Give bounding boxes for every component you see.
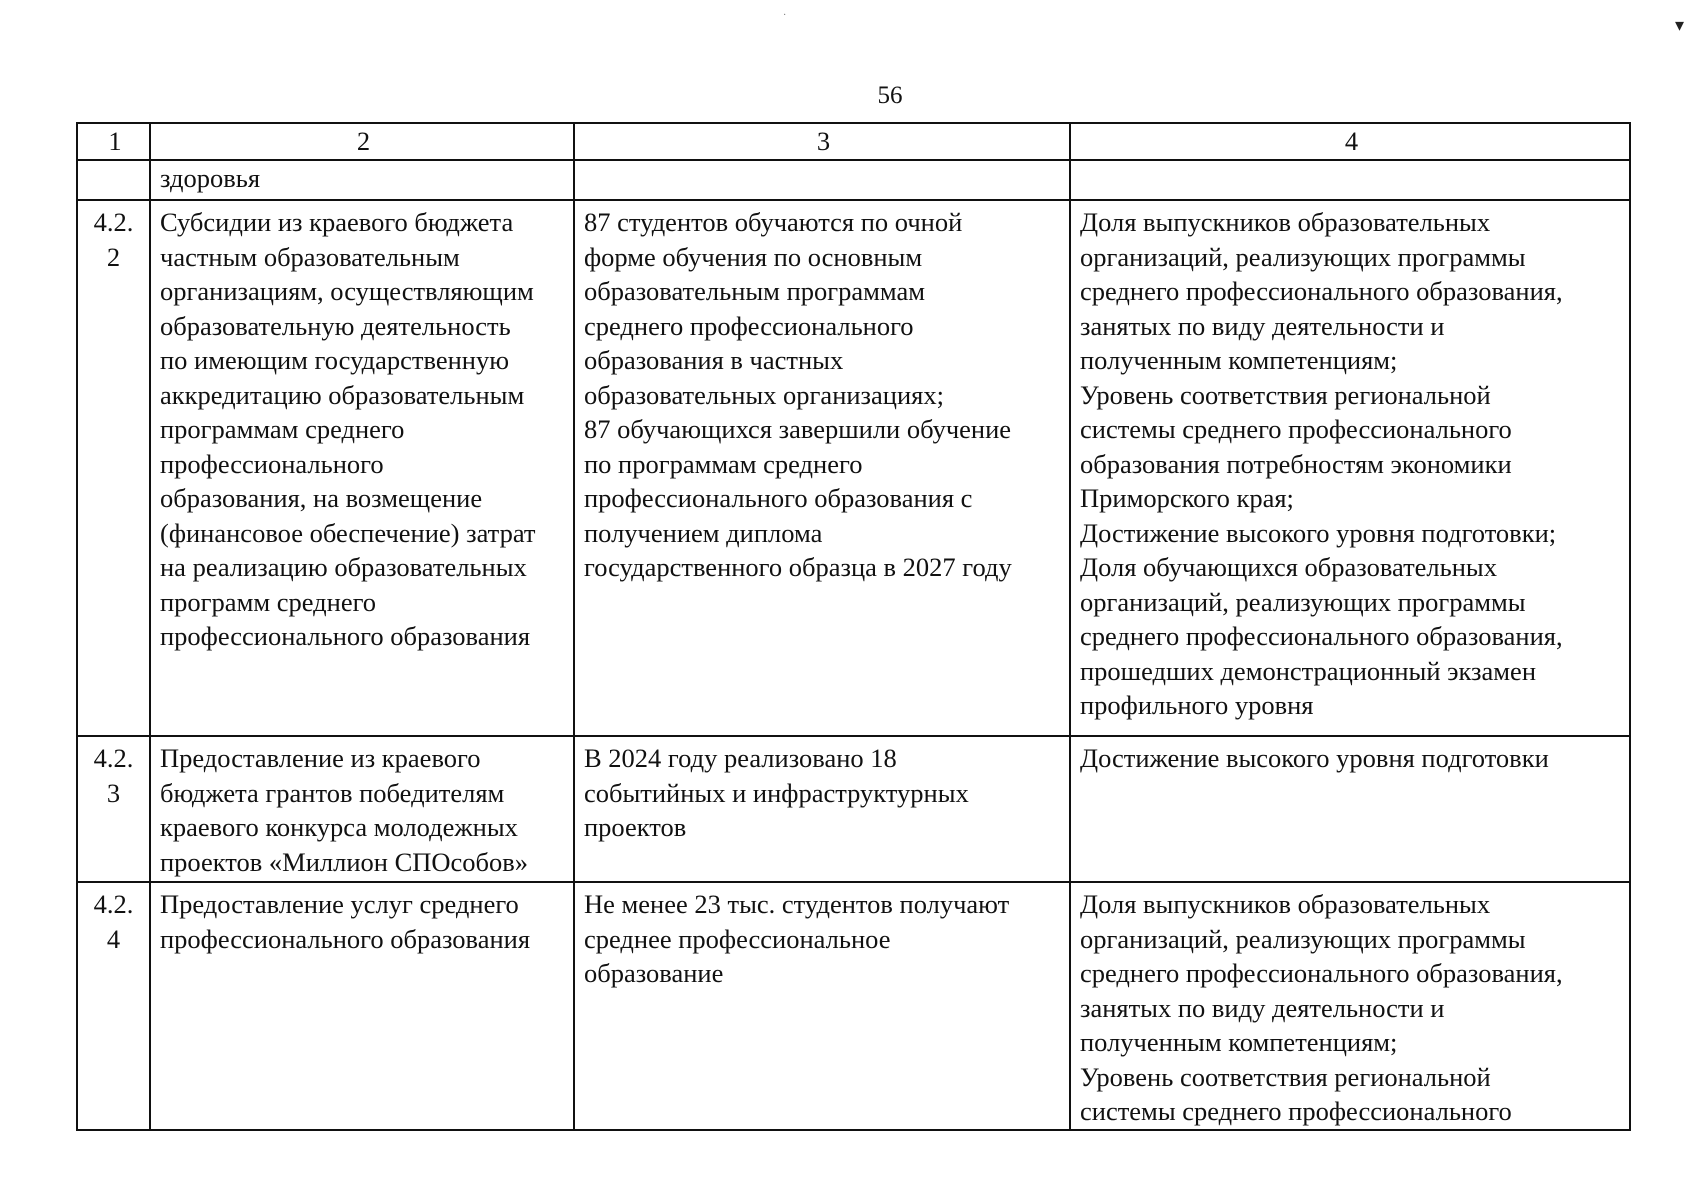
cell-text-line: 4 bbox=[106, 923, 121, 954]
cell-text-line: профессионального bbox=[160, 448, 384, 479]
continuation-col4-cell bbox=[1070, 160, 1630, 200]
row-number-cell bbox=[77, 200, 150, 736]
column-number-row bbox=[77, 123, 1630, 160]
cell-text-line: 87 студентов обучаются по очной bbox=[584, 207, 963, 237]
cell-text-line: государственного образца в 2027 году bbox=[584, 552, 1012, 582]
cell-text-line: образования, на возмещение bbox=[160, 483, 483, 513]
cell-text-line: образовательным программам bbox=[584, 276, 926, 306]
cell-text-line: 2 bbox=[106, 241, 121, 272]
activity-cell bbox=[150, 736, 574, 882]
continuation-col3-cell bbox=[574, 160, 1070, 200]
cell-text-line: организаций, реализующих программы bbox=[1080, 241, 1526, 272]
cell-text-line: 4.2. bbox=[93, 207, 134, 237]
cell-text-line: Доля выпускников образовательных bbox=[1080, 207, 1491, 237]
column-number-4: 4 bbox=[1070, 123, 1630, 160]
cell-text-line: форме обучения по основным bbox=[584, 241, 923, 272]
cell-text-line: программ среднего bbox=[160, 586, 377, 617]
table-row bbox=[77, 736, 1630, 882]
cell-text-line: (финансовое обеспечение) затрат bbox=[160, 517, 536, 548]
cell-text-line: В 2024 году реализовано 18 bbox=[584, 743, 897, 773]
row-number-cell bbox=[77, 882, 150, 1130]
cell-text-line: получением диплома bbox=[584, 517, 823, 548]
cell-text-line: среднего профессионального bbox=[584, 310, 914, 341]
cell-text-line: частным образовательным bbox=[160, 241, 460, 272]
document-table bbox=[76, 122, 1631, 1131]
scan-speck: · bbox=[783, 10, 787, 21]
indicator-cell bbox=[1070, 882, 1630, 1130]
cell-text-line: образования в частных bbox=[584, 345, 844, 375]
cell-text-line: Доля выпускников образовательных bbox=[1080, 889, 1491, 919]
cell-text-line: Не менее 23 тыс. студентов получают bbox=[584, 889, 1010, 919]
table-row bbox=[77, 882, 1630, 1130]
cell-text-line: среднего профессионального образования, bbox=[1080, 958, 1563, 988]
result-cell bbox=[574, 882, 1070, 1130]
table-row bbox=[77, 200, 1630, 736]
indicator-cell bbox=[1070, 200, 1630, 736]
cell-text-line: организациям, осуществляющим bbox=[160, 276, 534, 306]
cell-text-line: Достижение высокого уровня подготовки; bbox=[1080, 517, 1557, 548]
cell-text-line: занятых по виду деятельности и bbox=[1080, 310, 1445, 341]
cell-text-line: Уровень соответствия региональной bbox=[1080, 379, 1491, 410]
continuation-num-cell bbox=[77, 160, 150, 200]
result-cell bbox=[574, 736, 1070, 882]
cell-text-line: бюджета грантов победителям bbox=[160, 777, 505, 808]
cell-text-line: образовательную деятельность bbox=[160, 310, 511, 341]
column-number-2: 2 bbox=[150, 123, 574, 160]
cell-text-line: по программам среднего bbox=[584, 448, 863, 479]
row-number-cell bbox=[77, 736, 150, 882]
page-number: 56 bbox=[877, 82, 903, 109]
cell-text-line: Приморского края; bbox=[1080, 483, 1294, 513]
cell-text-line: аккредитацию образовательным bbox=[160, 379, 525, 410]
scan-corner-mark: ▾ bbox=[1674, 15, 1684, 35]
cell-text-line: среднее профессиональное bbox=[584, 923, 891, 954]
cell-text-line: Предоставление из краевого bbox=[160, 743, 481, 773]
cell-text-line: образования потребностям экономики bbox=[1080, 448, 1512, 479]
cell-text-line: Уровень соответствия региональной bbox=[1080, 1061, 1491, 1092]
cell-text-line: занятых по виду деятельности и bbox=[1080, 992, 1445, 1023]
cell-text-line: профессионального образования с bbox=[584, 483, 973, 513]
cell-text-line: организаций, реализующих программы bbox=[1080, 586, 1526, 617]
cell-text-line: краевого конкурса молодежных bbox=[160, 812, 518, 842]
cell-text-line: проектов «Миллион СПОсобов» bbox=[160, 846, 529, 877]
cell-text-line: Предоставление услуг среднего bbox=[160, 889, 519, 919]
column-number-1: 1 bbox=[77, 123, 150, 160]
cell-text-line: прошедших демонстрационный экзамен bbox=[1080, 655, 1536, 686]
indicator-cell bbox=[1070, 736, 1630, 882]
cell-text-line: образовательных организациях; bbox=[584, 379, 944, 410]
cell-text-line: Субсидии из краевого бюджета bbox=[160, 207, 514, 237]
cell-text-line: системы среднего профессионального bbox=[1080, 414, 1512, 444]
cell-text-line: 3 bbox=[106, 777, 121, 808]
continuation-text-cell: здоровья bbox=[150, 160, 574, 200]
column-number-3: 3 bbox=[574, 123, 1070, 160]
result-cell bbox=[574, 200, 1070, 736]
cell-text-line: профильного уровня bbox=[1080, 690, 1314, 720]
cell-text-line: профессионального образования bbox=[160, 621, 531, 651]
cell-text-line: на реализацию образовательных bbox=[160, 552, 527, 582]
activity-cell bbox=[150, 882, 574, 1130]
cell-text-line: профессионального образования bbox=[160, 923, 531, 954]
cell-text-line: событийных и инфраструктурных bbox=[584, 777, 969, 808]
cell-text-line: Доля обучающихся образовательных bbox=[1080, 552, 1497, 582]
cell-text-line: полученным компетенциям; bbox=[1080, 345, 1398, 375]
cell-text-line: 4.2. bbox=[93, 889, 134, 919]
cell-text-line: 87 обучающихся завершили обучение bbox=[584, 414, 1012, 444]
cell-text-line: образование bbox=[584, 958, 724, 988]
cell-text-line: Достижение высокого уровня подготовки bbox=[1080, 743, 1549, 773]
cell-text-line: программам среднего bbox=[160, 414, 405, 444]
cell-text-line: проектов bbox=[584, 812, 687, 842]
cell-text-line: 4.2. bbox=[93, 743, 134, 773]
cell-text-line: системы среднего профессионального bbox=[1080, 1096, 1512, 1126]
continuation-row bbox=[77, 160, 1630, 200]
cell-text-line: полученным компетенциям; bbox=[1080, 1027, 1398, 1057]
cell-text-line: по имеющим государственную bbox=[160, 345, 510, 375]
cell-text-line: среднего профессионального образования, bbox=[1080, 276, 1563, 306]
cell-text-line: организаций, реализующих программы bbox=[1080, 923, 1526, 954]
activity-cell bbox=[150, 200, 574, 736]
cell-text-line: среднего профессионального образования, bbox=[1080, 621, 1563, 651]
